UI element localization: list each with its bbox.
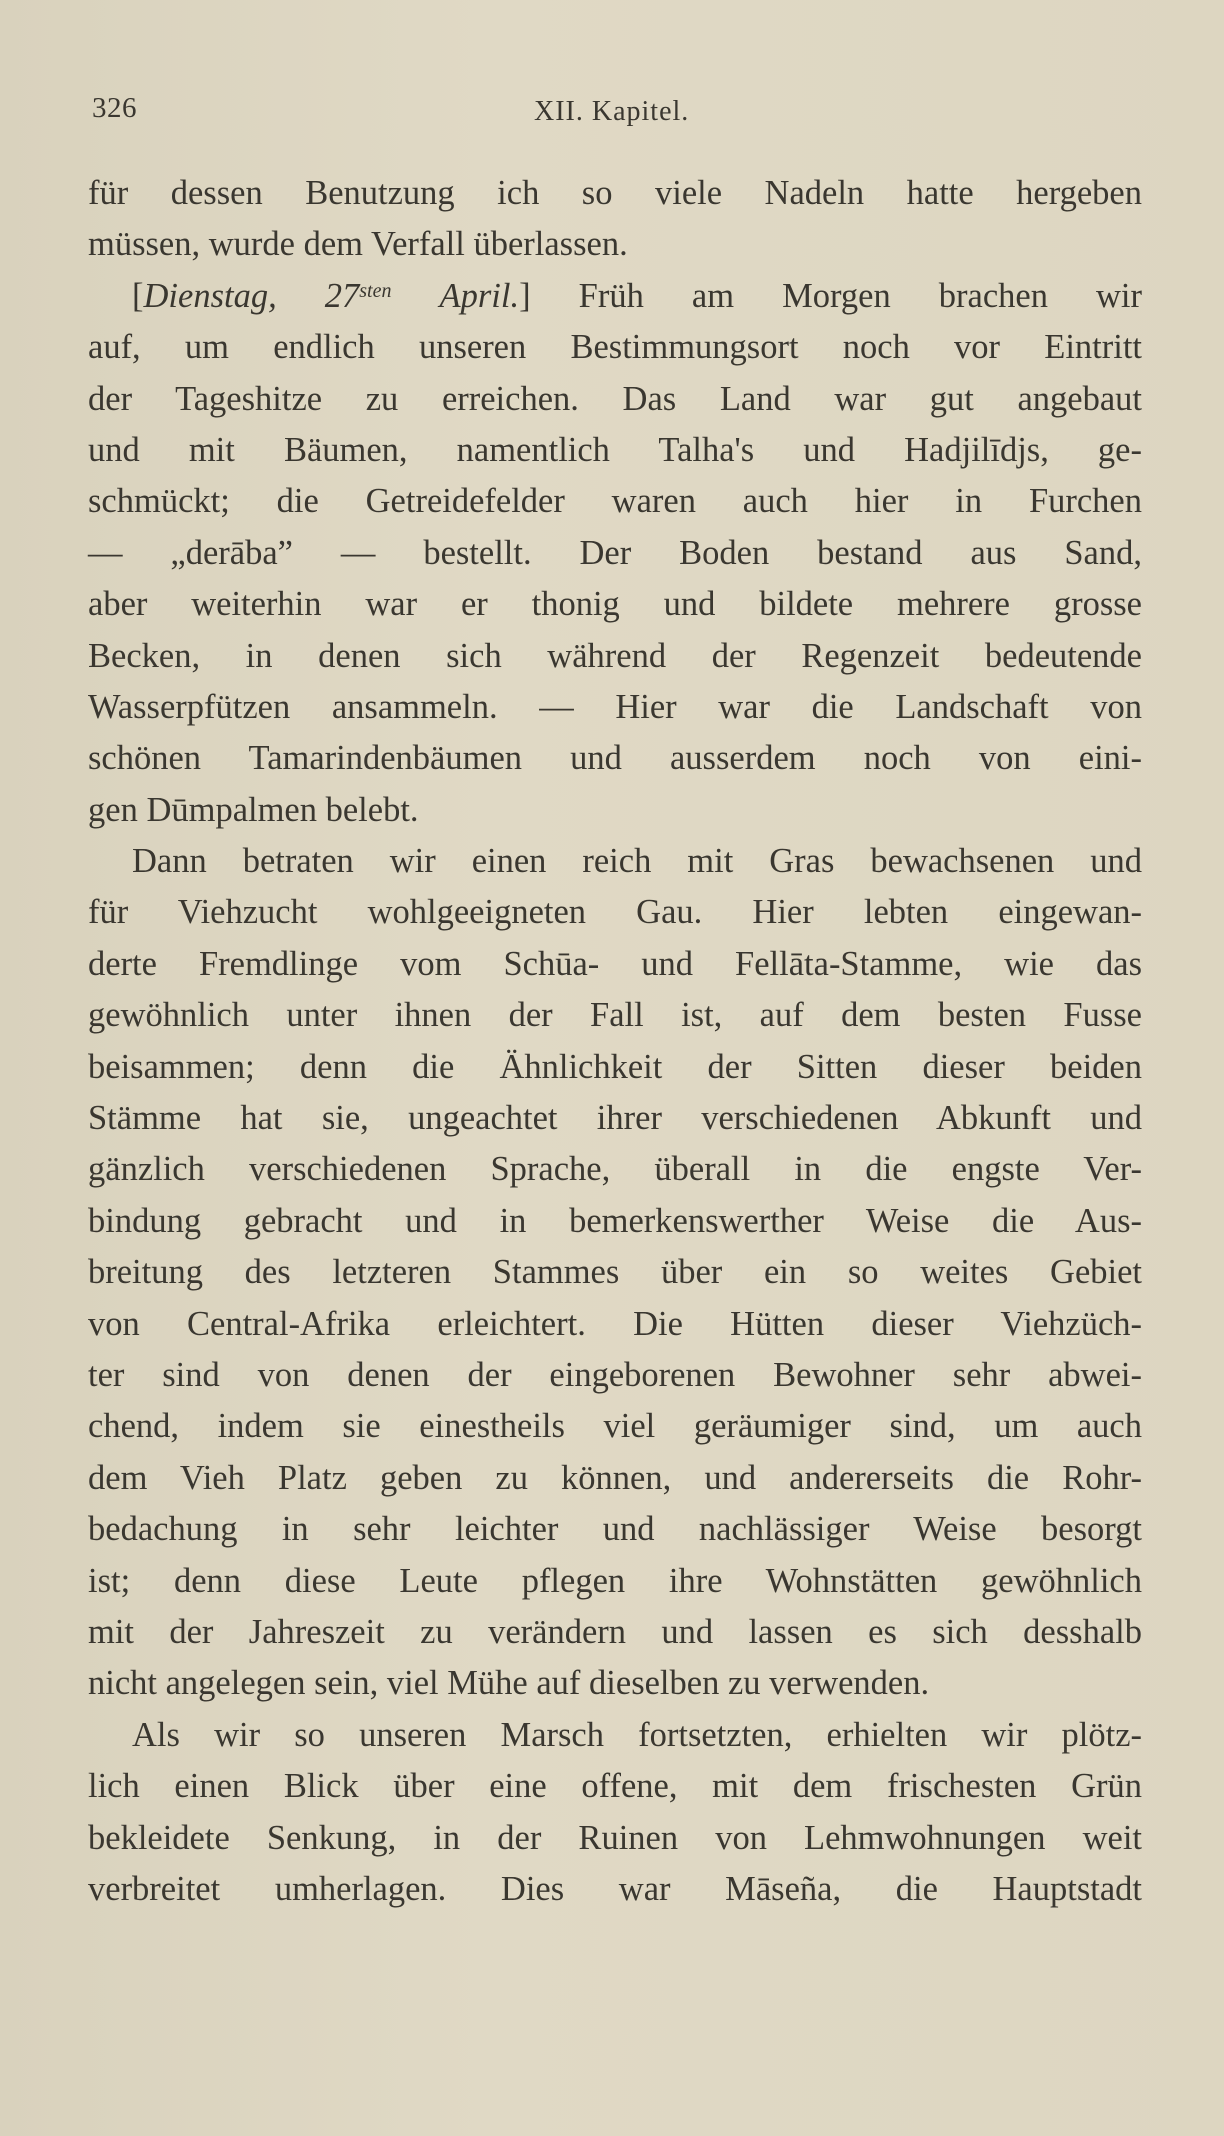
text-line: auf, um endlich unseren Bestimmungsort noch vor Eintritt bbox=[88, 328, 1142, 367]
text-line: bindung gebracht und in bemerkenswerther Weise die Aus- bbox=[88, 1201, 1142, 1240]
page-number: 326 bbox=[92, 92, 137, 124]
text-line: für dessen Benutzung ich so viele Nadeln hatte hergeben bbox=[88, 174, 1142, 212]
text-line: der Tageshitze zu erreichen. Das Land war gut angebaut bbox=[88, 379, 1142, 418]
text-line: Wasserpfützen ansammeln. — Hier war die Landschaft von bbox=[88, 687, 1142, 726]
running-head: XII. Kapitel. bbox=[534, 96, 690, 127]
text-line: chend, indem sie einestheils viel geräumiger sind, um auch bbox=[88, 1407, 1142, 1446]
page-header bbox=[92, 92, 772, 136]
text-line: derte Fremdlinge vom Schūa- und Fellāta-Stamme, wie das bbox=[88, 944, 1142, 983]
text-line: bekleidete Senkung, in der Ruinen von Lehmwohnungen weit bbox=[88, 1818, 1142, 1857]
text-line: schönen Tamarindenbäumen und ausserdem noch von eini- bbox=[88, 739, 1142, 778]
text-line: beisammen; denn die Ähnlichkeit der Sitten dieser beiden bbox=[88, 1047, 1142, 1086]
text-line: Dann betraten wir einen reich mit Gras bewachsenen und bbox=[132, 842, 1142, 881]
text-line: schmückt; die Getreidefelder waren auch hier in Furchen bbox=[88, 482, 1142, 521]
text-line: für Viehzucht wohlgeeigneten Gau. Hier lebten eingewan- bbox=[88, 893, 1142, 932]
text-line: Stämme hat sie, ungeachtet ihrer verschiedenen Abkunft und bbox=[88, 1099, 1142, 1138]
text-line: verbreitet umherlagen. Dies war Māseña, die Hauptstadt bbox=[88, 1869, 1142, 1908]
text-line: Becken, in denen sich während der Regenzeit bedeutende bbox=[88, 636, 1142, 675]
text-line-with-date bbox=[88, 271, 1142, 322]
text-line: bedachung in sehr leichter und nachlässiger Weise besorgt bbox=[88, 1510, 1142, 1549]
text-line: ter sind von denen der eingeborenen Bewohner sehr abwei- bbox=[88, 1355, 1142, 1394]
text-line: gen Dūmpalmen belebt. bbox=[88, 790, 419, 829]
text-line: aber weiterhin war er thonig und bildete mehrere grosse bbox=[88, 585, 1142, 624]
text-line: gänzlich verschiedenen Sprache, überall in die engste Ver- bbox=[88, 1150, 1142, 1189]
text-line: ist; denn diese Leute pflegen ihre Wohnstätten gewöhnlich bbox=[88, 1561, 1142, 1600]
text-line: Früh am Morgen brachen wir bbox=[578, 276, 1142, 315]
text-line: dem Vieh Platz geben zu können, und andererseits die Rohr- bbox=[88, 1458, 1142, 1497]
text-line: Als wir so unseren Marsch fortsetzten, erhielten wir plötz- bbox=[132, 1715, 1142, 1754]
text-line: von Central-Afrika erleichtert. Die Hütten dieser Viehzüch- bbox=[88, 1304, 1142, 1343]
text-line: — „derāba” — bestellt. Der Boden bestand aus Sand, bbox=[88, 533, 1142, 572]
body-text bbox=[88, 168, 1142, 1915]
text-line: und mit Bäumen, namentlich Talha's und Hadjilīdjs, ge- bbox=[88, 430, 1142, 469]
text-line: lich einen Blick über eine offene, mit dem frischesten Grün bbox=[88, 1767, 1142, 1806]
text-line: mit der Jahreszeit zu verändern und lassen es sich desshalb bbox=[88, 1612, 1142, 1651]
text-line: breitung des letzteren Stammes über ein so weites Gebiet bbox=[88, 1253, 1142, 1292]
text-line: müssen, wurde dem Verfall überlassen. bbox=[88, 225, 628, 264]
text-line: gewöhnlich unter ihnen der Fall ist, auf dem besten Fusse bbox=[88, 996, 1142, 1035]
text-line: nicht angelegen sein, viel Mühe auf dieselben zu verwenden. bbox=[88, 1664, 930, 1703]
date-heading: [Dienstag, $27^{sten}$ April.] bbox=[132, 276, 531, 315]
